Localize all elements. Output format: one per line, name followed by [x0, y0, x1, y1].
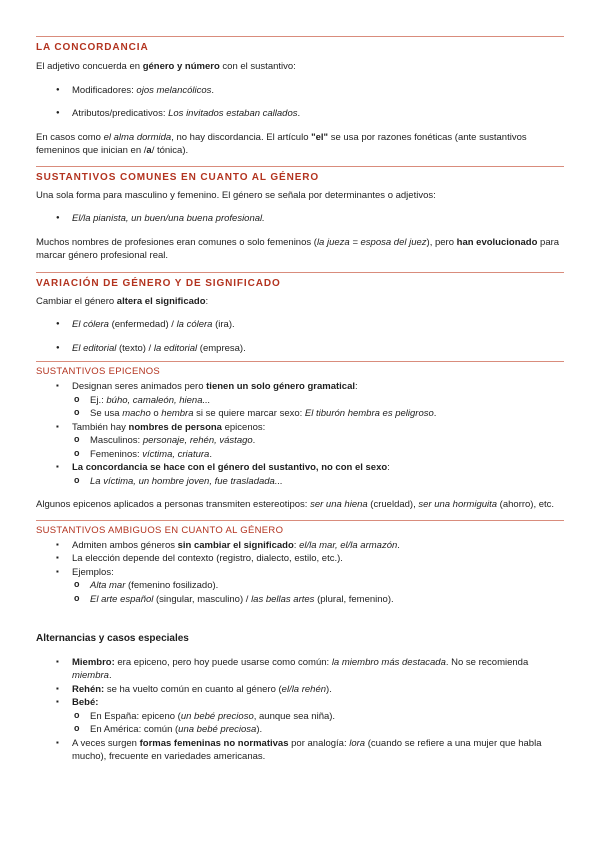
- epicenos-list: [36, 380, 564, 488]
- list-item: ▪ A veces surgen formas femeninas no normativas por analogía: lora (cuando se refiere a una mujer que habla mucho), frecuente en variedades americanas.: [36, 737, 564, 764]
- section-title-comunes: SUSTANTIVOS COMUNES EN CUANTO AL GÉNERO: [36, 166, 564, 184]
- epicenos-paragraph: Algunos epicenos aplicados a personas transmiten estereotipos: ser una hiena (crueldad), ser una hormiguita (ahorro), etc.: [36, 499, 555, 510]
- section-title-alternancias: Alternancias y casos especiales: [36, 633, 189, 644]
- sub-list: [72, 579, 564, 606]
- list-item: ▪ Admiten ambos géneros sin cambiar el significado: el/la mar, el/la armazón.: [36, 539, 564, 553]
- list-item: o Femeninos: víctima, criatura.: [72, 448, 564, 462]
- concordancia-list: [36, 84, 564, 121]
- list-item: ● El editorial (texto) / la editorial (empresa).: [36, 342, 564, 356]
- list-item: o En España: epiceno (un bebé precioso, aunque sea niña).: [72, 710, 564, 724]
- variacion-intro: Cambiar el género altera el significado:: [36, 295, 209, 307]
- list-item: ▪ Designan seres animados pero tienen un solo género gramatical: o Ej.: búho, camaleón, hiena... o Se usa macho o hembra si se quiere marcar sexo: El tiburón hembra es peligroso.: [36, 380, 564, 421]
- comunes-paragraph: Muchos nombres de profesiones eran comunes o solo femeninos (la jueza = esposa del juez), pero han evolucionado para marcar género profesional real.: [36, 236, 560, 261]
- list-item: o Masculinos: personaje, rehén, vástago.: [72, 434, 564, 448]
- comunes-list: [36, 212, 564, 226]
- list-item: o Se usa macho o hembra si se quiere marcar sexo: El tiburón hembra es peligroso.: [72, 407, 564, 421]
- sub-list: [72, 434, 564, 461]
- section-title-epicenos: SUSTANTIVOS EPICENOS: [36, 361, 564, 378]
- list-item: ● El/la pianista, un buen/una buena profesional.: [36, 212, 564, 226]
- list-item: ▪ Ejemplos: o Alta mar (femenino fosilizado). o El arte español (singular, masculino) / las bellas artes (plural, femenino).: [36, 566, 564, 607]
- section-title-variacion: VARIACIÓN DE GÉNERO Y DE SIGNIFICADO: [36, 272, 564, 290]
- list-item: o Alta mar (femenino fosilizado).: [72, 579, 564, 593]
- list-item: o El arte español (singular, masculino) / las bellas artes (plural, femenino).: [72, 593, 564, 607]
- sub-list: [72, 475, 564, 489]
- concordancia-paragraph: En casos como el alma dormida, no hay discordancia. El artículo "el" se usa por razones fonéticas (ante sustantivos femeninos que inician en /a/ tónica).: [36, 131, 527, 156]
- section-title-concordancia: LA CONCORDANCIA: [36, 36, 564, 54]
- ambiguos-list: [36, 539, 564, 607]
- alternancias-list: [36, 656, 564, 764]
- list-item: o La víctima, un hombre joven, fue trasladada...: [72, 475, 564, 489]
- section-title-ambiguos: SUSTANTIVOS AMBIGUOS EN CUANTO AL GÉNERO: [36, 520, 564, 537]
- concordancia-intro: El adjetivo concuerda en género y número con el sustantivo:: [36, 61, 296, 72]
- list-item: ● El cólera (enfermedad) / la cólera (ira).: [36, 318, 564, 332]
- list-item: ● Atributos/predicativos: Los invitados estaban callados.: [36, 107, 564, 121]
- variacion-list: [36, 318, 564, 355]
- list-item: ▪ También hay nombres de persona epicenos: o Masculinos: personaje, rehén, vástago. o Femeninos: víctima, criatura.: [36, 421, 564, 462]
- list-item: ▪ Bebé: o En España: epiceno (un bebé precioso, aunque sea niña). o En América: común (una bebé preciosa).: [36, 696, 564, 737]
- list-item: ▪ Rehén: se ha vuelto común en cuanto al género (el/la rehén).: [36, 683, 564, 697]
- list-item: ▪ Miembro: era epiceno, pero hoy puede usarse como común: la miembro más destacada. No se recomienda miembra.: [36, 656, 564, 683]
- list-item: o En América: común (una bebé preciosa).: [72, 723, 564, 737]
- comunes-intro: Una sola forma para masculino y femenino. El género se señala por determinantes o adjetivos:: [36, 189, 436, 201]
- list-item: ▪ La elección depende del contexto (registro, dialecto, estilo, etc.).: [36, 552, 564, 566]
- sub-list: [72, 394, 564, 421]
- list-item: ● Modificadores: ojos melancólicos.: [36, 84, 564, 98]
- list-item: o Ej.: búho, camaleón, hiena...: [72, 394, 564, 408]
- sub-list: [72, 710, 564, 737]
- list-item: ▪ La concordancia se hace con el género del sustantivo, no con el sexo: o La víctima, un hombre joven, fue trasladada...: [36, 461, 564, 488]
